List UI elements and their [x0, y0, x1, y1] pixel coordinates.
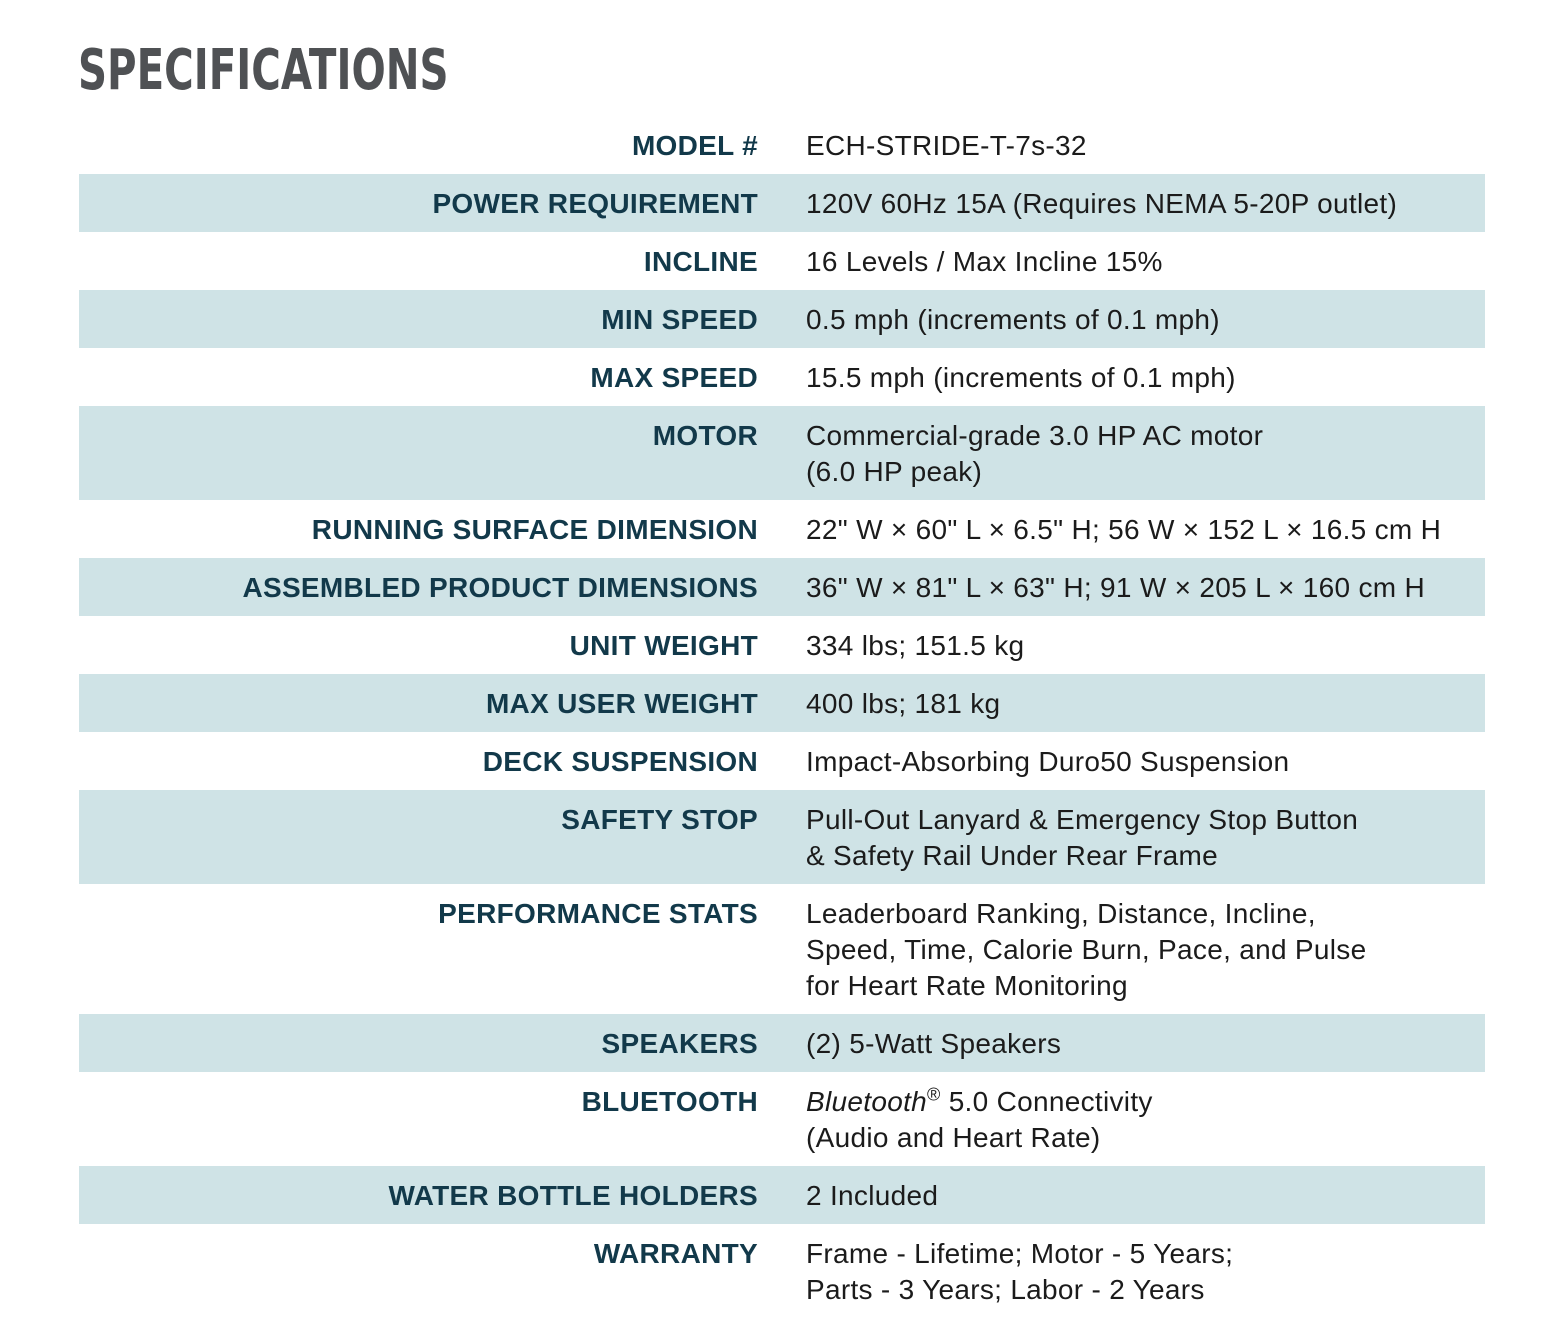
spec-row-deck-suspension [79, 732, 1485, 790]
spec-value [758, 802, 1358, 874]
spec-value [758, 512, 1441, 548]
spec-value [758, 302, 1220, 338]
spec-value-line: 36" W × 81" L × 63" H; 91 W × 205 L × 160 cm H [806, 572, 1425, 603]
spec-value [758, 628, 1024, 664]
spec-row-speakers [79, 1014, 1485, 1072]
spec-value [758, 128, 1087, 164]
spec-value-line: 400 lbs; 181 kg [806, 688, 1001, 719]
spec-table [79, 116, 1485, 1318]
spec-row-safety-stop [79, 790, 1485, 884]
spec-label: UNIT WEIGHT [569, 630, 758, 661]
spec-value-line: 2 Included [806, 1180, 939, 1211]
spec-value-line: 0.5 mph (increments of 0.1 mph) [806, 304, 1220, 335]
spec-label: SPEAKERS [601, 1028, 758, 1059]
spec-label: ASSEMBLED PRODUCT DIMENSIONS [242, 572, 758, 603]
spec-row-bluetooth [79, 1072, 1485, 1166]
spec-value-line: 16 Levels / Max Incline 15% [806, 246, 1163, 277]
spec-row-performance-stats [79, 884, 1485, 1014]
spec-value-line: 15.5 mph (increments of 0.1 mph) [806, 362, 1236, 393]
spec-row-incline [79, 232, 1485, 290]
spec-value-line: Commercial-grade 3.0 HP AC motor [806, 420, 1264, 451]
spec-value-line: Leaderboard Ranking, Distance, Incline, [806, 898, 1316, 929]
registered-mark: ® [927, 1084, 941, 1105]
spec-row-motor [79, 406, 1485, 500]
spec-value-line: (Audio and Heart Rate) [806, 1122, 1101, 1153]
spec-row-max-user-weight [79, 674, 1485, 732]
spec-label: MAX USER WEIGHT [485, 688, 758, 719]
spec-label: WATER BOTTLE HOLDERS [388, 1180, 758, 1211]
spec-value-line [806, 1084, 1153, 1120]
spec-value [758, 186, 1397, 222]
spec-value-line: Speed, Time, Calorie Burn, Pace, and Pulse [806, 934, 1367, 965]
spec-value-line: Parts - 3 Years; Labor - 2 Years [806, 1274, 1205, 1305]
spec-row-model [79, 116, 1485, 174]
spec-value-line: ECH-STRIDE-T-7s-32 [806, 130, 1087, 161]
spec-label: MIN SPEED [601, 304, 758, 335]
spec-row-power-requirement [79, 174, 1485, 232]
spec-value [758, 1178, 938, 1214]
spec-label: RUNNING SURFACE DIMENSION [311, 514, 758, 545]
spec-value-line: Frame - Lifetime; Motor - 5 Years; [806, 1238, 1234, 1269]
spec-label: MAX SPEED [590, 362, 758, 393]
spec-label: INCLINE [643, 246, 758, 277]
spec-value [758, 1236, 1233, 1308]
spec-value-line: (6.0 HP peak) [806, 456, 983, 487]
spec-value-line: & Safety Rail Under Rear Frame [806, 840, 1219, 871]
spec-row-min-speed [79, 290, 1485, 348]
spec-label: POWER REQUIREMENT [432, 188, 758, 219]
spec-row-unit-weight [79, 616, 1485, 674]
spec-value-line: 120V 60Hz 15A (Requires NEMA 5-20P outlet) [806, 188, 1398, 219]
spec-row-max-speed [79, 348, 1485, 406]
bluetooth-brand-name: Bluetooth [806, 1086, 928, 1117]
spec-value [758, 360, 1236, 396]
spec-value-line: Pull-Out Lanyard & Emergency Stop Button [806, 804, 1359, 835]
spec-label: DECK SUSPENSION [482, 746, 758, 777]
spec-value-line: (2) 5-Watt Speakers [806, 1028, 1062, 1059]
spec-value-line: 22" W × 60" L × 6.5" H; 56 W × 152 L × 16.5 cm H [806, 514, 1442, 545]
spec-label: MODEL # [631, 130, 758, 161]
spec-row-warranty [79, 1224, 1485, 1318]
spec-row-running-surface-dimension [79, 500, 1485, 558]
spec-value-line: for Heart Rate Monitoring [806, 970, 1128, 1001]
spec-value-line: 334 lbs; 151.5 kg [806, 630, 1025, 661]
spec-row-water-bottle-holders [79, 1166, 1485, 1224]
spec-label: BLUETOOTH [581, 1086, 758, 1117]
spec-label: WARRANTY [593, 1238, 758, 1269]
bluetooth-version: 5.0 Connectivity [940, 1086, 1153, 1117]
spec-value [758, 686, 1000, 722]
spec-value [758, 1026, 1061, 1062]
spec-value [758, 570, 1425, 606]
spec-value [758, 1084, 1153, 1156]
spec-value [758, 418, 1263, 490]
spec-label: PERFORMANCE STATS [438, 898, 758, 929]
spec-label: MOTOR [652, 420, 758, 451]
spec-value [758, 744, 1289, 780]
spec-value-line: Impact-Absorbing Duro50 Suspension [806, 746, 1290, 777]
spec-value [758, 896, 1366, 1004]
spec-label: SAFETY STOP [561, 804, 758, 835]
spec-row-assembled-product-dimensions [79, 558, 1485, 616]
spec-value [758, 244, 1163, 280]
page-title: SPECIFICATIONS [78, 38, 449, 103]
